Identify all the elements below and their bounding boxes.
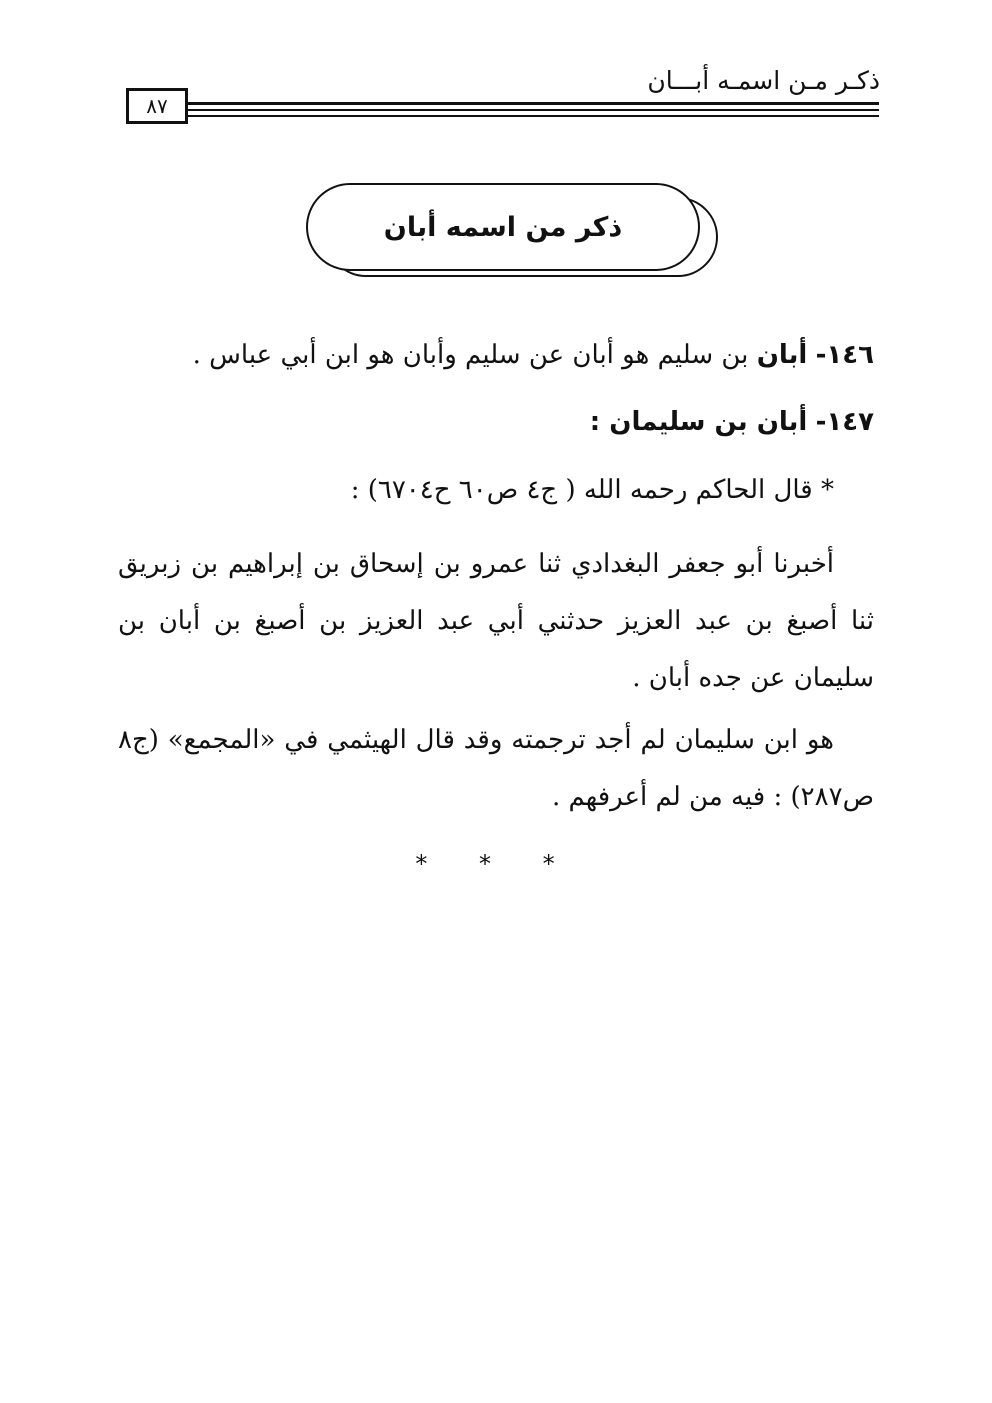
source-line: * قال الحاكم رحمه الله ( ج٤ ص٦٠ ح٦٧٠٤) : [350, 475, 834, 505]
entry-text: بن سليم هو أبان عن سليم وأبان هو ابن أبي عباس . [192, 340, 749, 370]
comment-paragraph: هو ابن سليمان لم أجد ترجمته وقد قال الهيثمي في «المجمع» (ج٨ ص٢٨٧) : فيه من لم أعرفهم . [118, 725, 874, 812]
entry-number: ١٤٧- [815, 407, 874, 437]
chapter-title-frame [306, 183, 700, 271]
header-rule [188, 109, 879, 111]
running-title: ذكـر مـن اسمـه أبـــان [647, 66, 880, 95]
entry-name: أبان بن سليمان : [589, 407, 808, 437]
section-separator: * * * [415, 850, 577, 878]
entry-number: ١٤٦- [815, 340, 874, 370]
entry-146 [118, 340, 874, 370]
isnad-paragraph: أخبرنا أبو جعفر البغدادي ثنا عمرو بن إسحاق بن إبراهيم بن زبريق ثنا أصبغ بن عبد العزيز حدثني أبي عبد العزيز بن أصبغ بن أبان بن سليمان عن جده أبان . [118, 549, 874, 693]
header-rule [188, 115, 879, 117]
header-rule [188, 102, 879, 105]
entry-147 [118, 407, 874, 437]
chapter-title: ذكر من اسمه أبان [383, 211, 623, 243]
page-number: ٨٧ [126, 88, 188, 124]
entry-name: أبان [756, 340, 808, 370]
